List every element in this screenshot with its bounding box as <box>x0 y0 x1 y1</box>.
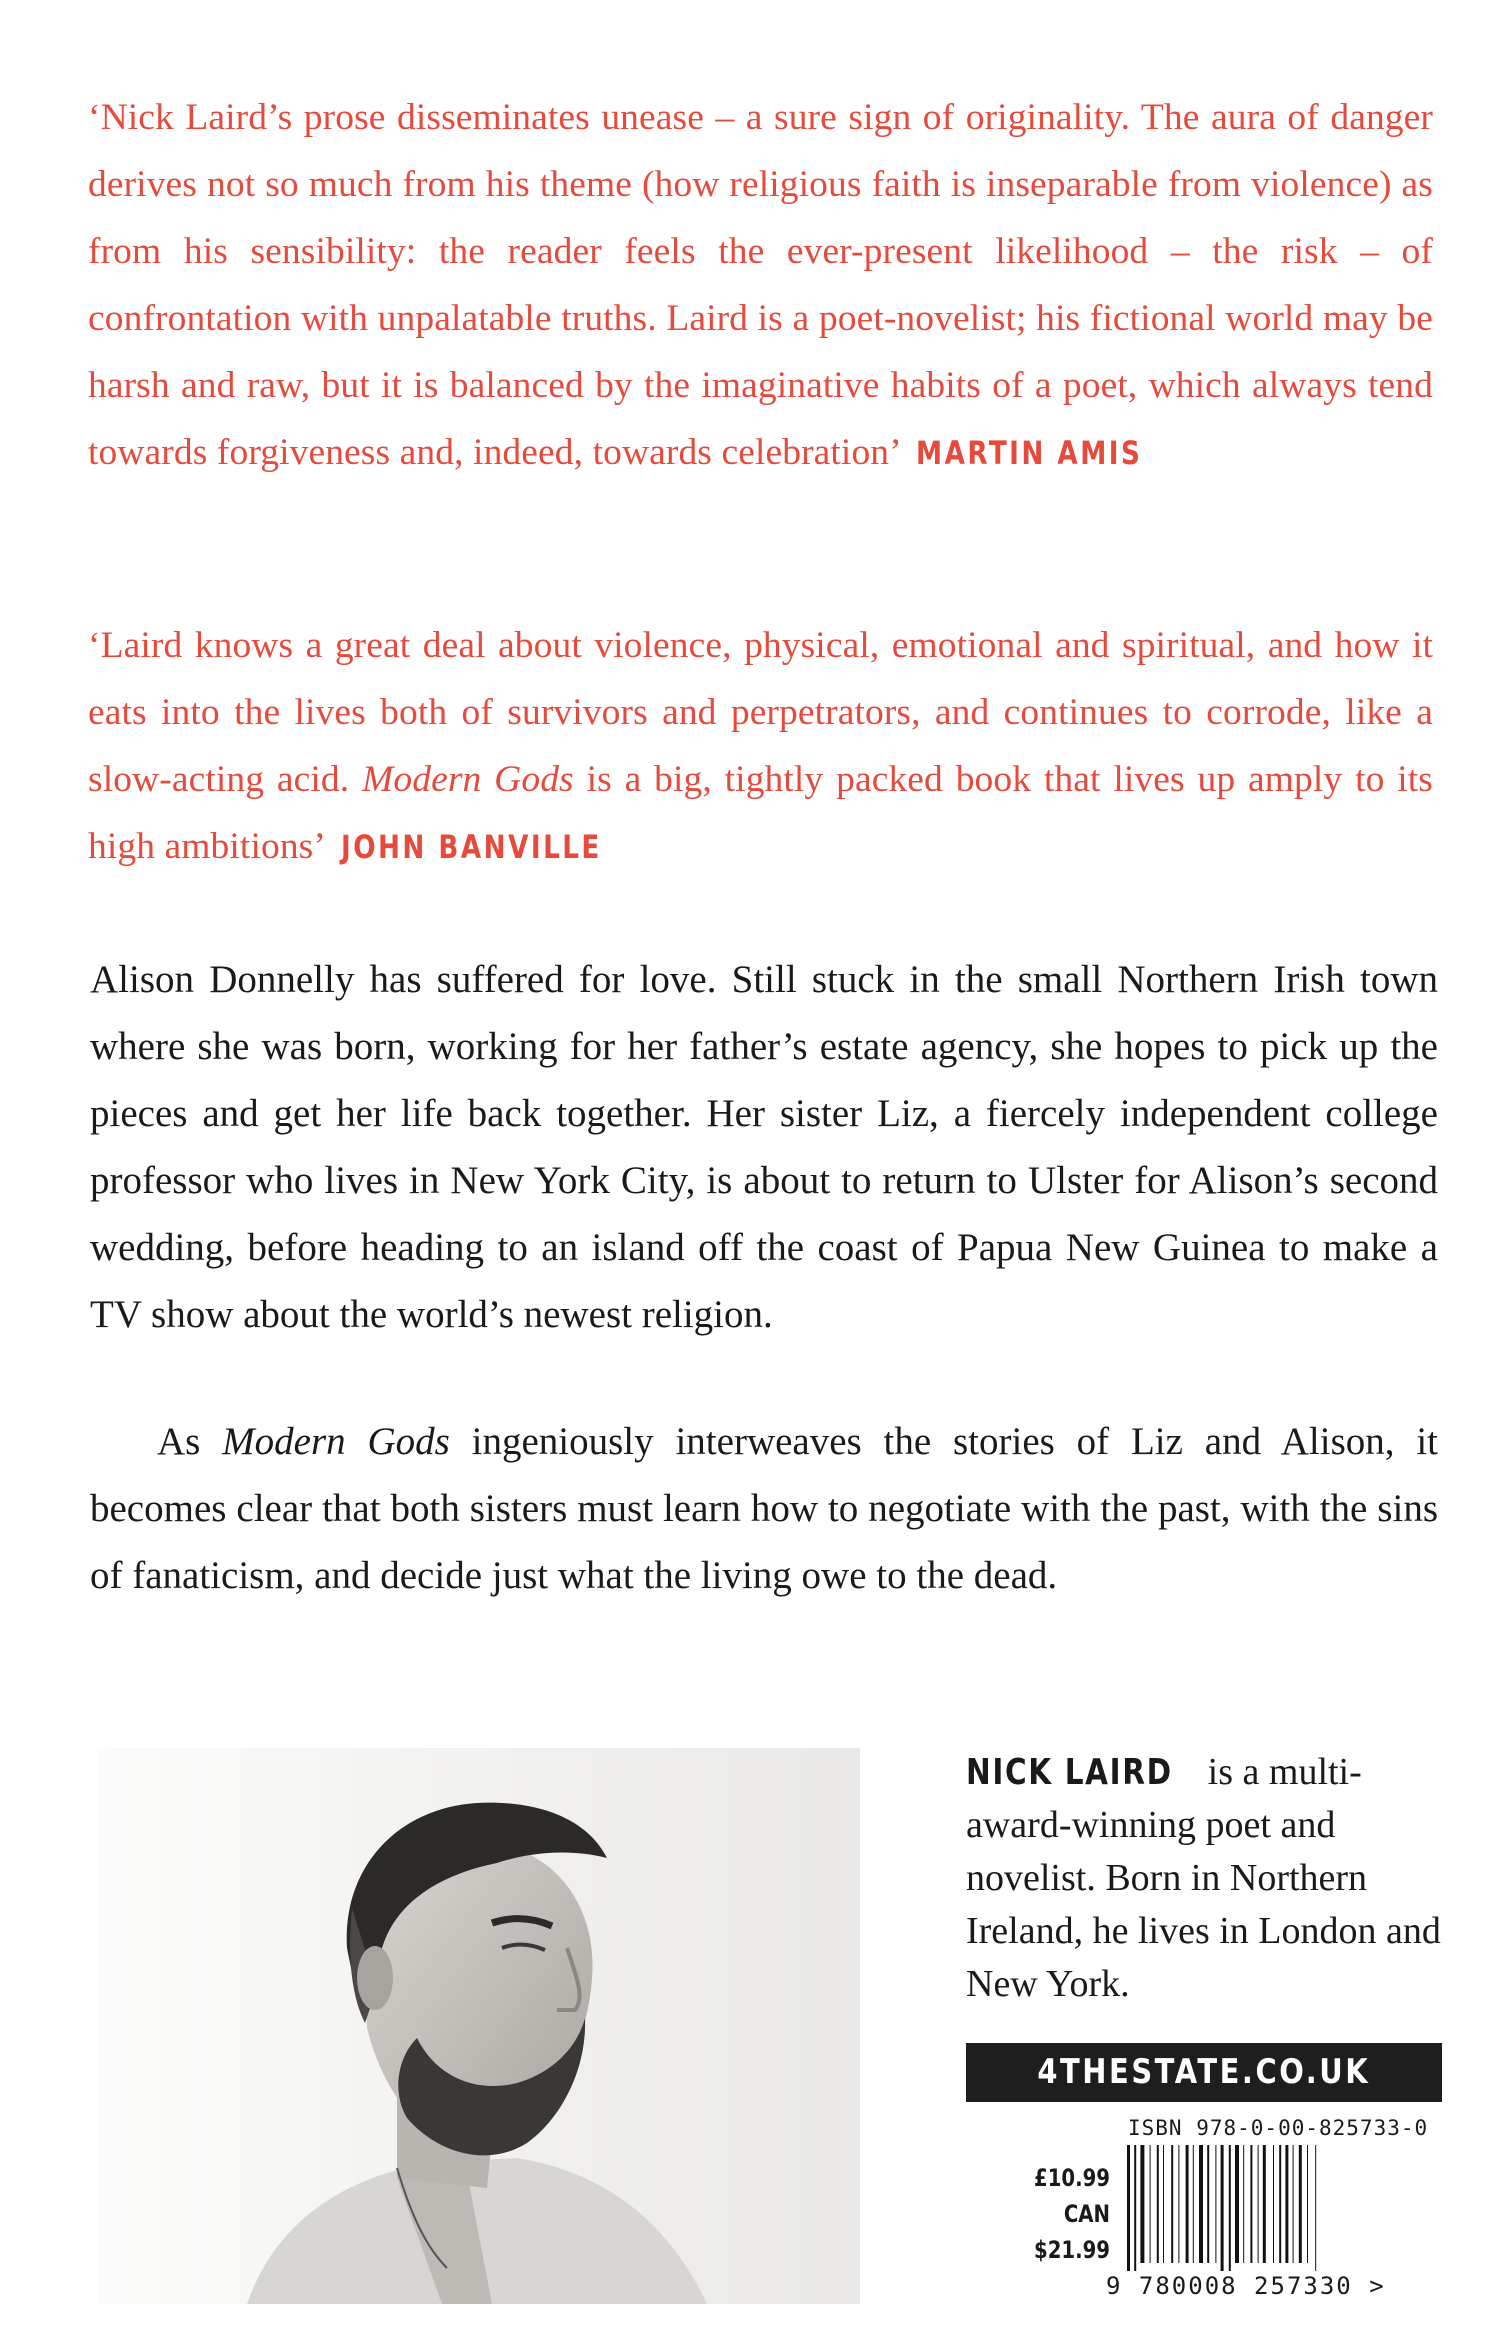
barcode-bar <box>1263 2145 1266 2263</box>
price-block <box>975 2160 1110 2268</box>
barcode-bar <box>1235 2145 1239 2263</box>
barcode-bar <box>1178 2145 1179 2263</box>
barcode-bar <box>1193 2145 1194 2263</box>
barcode-bar <box>1279 2145 1281 2263</box>
quote-attribution: MARTIN AMIS <box>916 434 1143 472</box>
quote-martin-amis <box>88 84 1433 487</box>
barcode-bar <box>1140 2145 1144 2263</box>
author-photo <box>97 1748 860 2304</box>
barcode-bar <box>1307 2145 1308 2263</box>
publisher-website-badge[interactable] <box>966 2043 1442 2102</box>
barcode-bar <box>1163 2145 1164 2263</box>
barcode-bar <box>1285 2145 1288 2263</box>
barcode-bar <box>1186 2145 1189 2263</box>
blurb-paragraph-1: Alison Donnelly has suffered for love. Still stuck in the small Northern Irish town where she was born, working for her father’s estate agency, she hopes to pick up the pieces and get her life back together. Her sister Liz, a fiercely independent college professor who lives in New York City, is about to return to Ulster for Alison’s second wedding, before heading to an island off the coast of Papua New Guinea to make a TV show about the world’s newest religion. <box>90 958 1438 1336</box>
barcode-bar <box>1315 2145 1316 2271</box>
author-bio <box>966 1746 1466 2011</box>
barcode-bar <box>1134 2145 1136 2271</box>
publisher-website: 4THESTATE.CO.UK <box>1037 2052 1371 2092</box>
quote-text: ‘Laird knows a great deal about violence, physical, emotional and spiritual, and how it eats into the lives both of survivors and perpetrators, and continues to corrode, like a slow-acting acid. <box>88 625 1433 800</box>
quote-text: is a big, tightly packed book that lives up amply to its high ambitions’ <box>88 759 1433 867</box>
author-bio-text: is a multi-award-winning poet and novelist. Born in Northern Ireland, he lives in London and New York. <box>966 1751 1441 2005</box>
barcode-bar <box>1157 2145 1159 2263</box>
price-can: CAN $21.99 <box>1034 2200 1110 2264</box>
quote-attribution: JOHN BANVILLE <box>340 828 602 866</box>
blurb-paragraph-2 <box>90 1408 1438 1609</box>
book-title: Modern Gods <box>362 759 574 800</box>
barcode-bar <box>1273 2145 1274 2263</box>
barcode-bar <box>1215 2145 1216 2263</box>
book-title: Modern Gods <box>222 1420 450 1463</box>
author-name: NICK LAIRD <box>966 1752 1173 1793</box>
barcode-bar <box>1243 2145 1244 2263</box>
barcode-bar <box>1229 2145 1231 2271</box>
barcode-bar <box>1199 2145 1203 2263</box>
author-portrait-image <box>97 1748 860 2304</box>
barcode-bar <box>1299 2145 1302 2263</box>
barcode-bar <box>1127 2145 1130 2271</box>
barcode-bar <box>1150 2145 1151 2263</box>
barcode-bar <box>1207 2145 1209 2263</box>
barcode-bar <box>1171 2145 1173 2263</box>
barcode <box>1125 2145 1415 2271</box>
barcode-bar <box>1221 2145 1224 2271</box>
isbn-label: ISBN 978-0-00-825733-0 <box>1128 2116 1429 2140</box>
quote-text: ‘Nick Laird’s prose disseminates unease – a sure sign of originality. The aura of danger derives not so much from his theme (how religious faith is inseparable from violence) as from his sensibility: the reader feels the ever-present likelihood – the risk – of confrontation with unpalatable truths. Laird is a poet-novelist; his fictional world may be harsh and raw, but it is balanced by the imaginative habits of a poet, which always tend towards forgiveness and, indeed, towards celebration’ <box>88 97 1433 473</box>
blurb-text: As <box>157 1420 223 1463</box>
price-uk: £10.99 <box>1034 2164 1110 2192</box>
quote-john-banville <box>88 612 1433 881</box>
barcode-bar <box>1258 2145 1259 2263</box>
barcode-bar <box>1293 2145 1294 2263</box>
blurb-text: ingeniously interweaves the stories of Liz and Alison, it becomes clear that both sisters must learn how to negotiate with the past, with the sins of fanaticism, and decide just what the living owe to the dead. <box>90 1420 1439 1597</box>
barcode-digits: 9 780008 257330 > <box>1106 2272 1386 2300</box>
barcode-bar <box>1250 2145 1252 2263</box>
